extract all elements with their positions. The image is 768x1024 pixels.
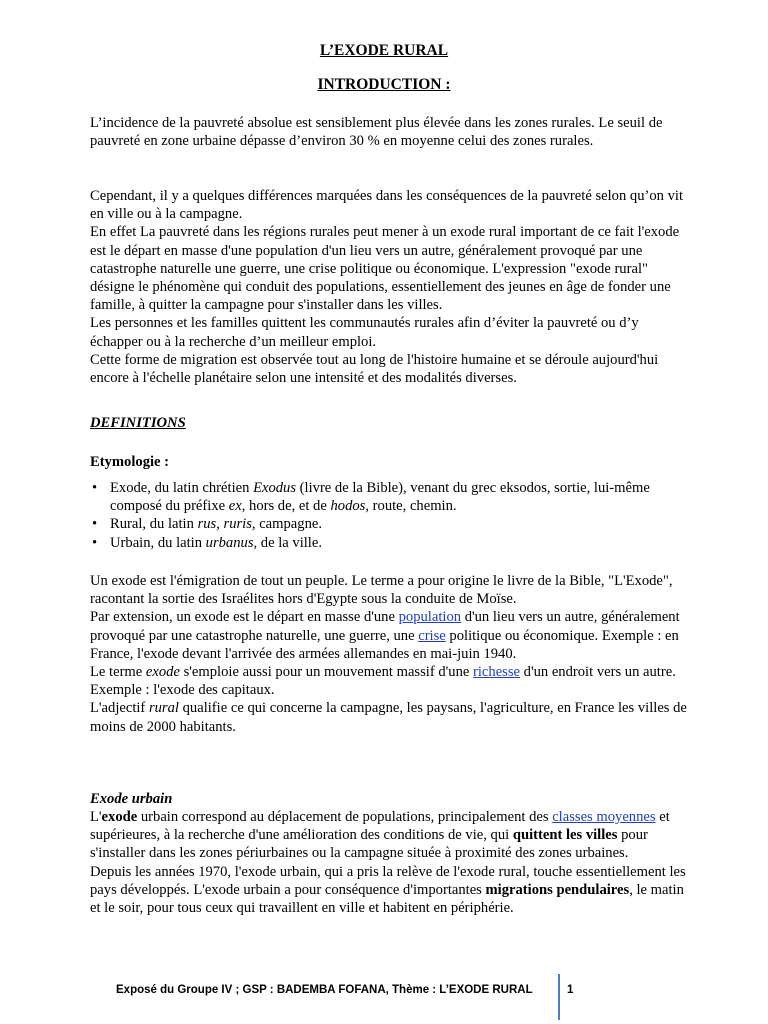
text-run: politique ou économique. Exemple : en France, l'exode devant l'arrivée des armées allemandes en mai-juin 1940. [90, 627, 679, 662]
text-run: (livre de la Bible), venant du grec eksodos, sortie, lui-même composé du préfixe [110, 480, 650, 515]
definition-paragraph-4 [90, 699, 690, 735]
text-run-bold: quittent les villes [512, 827, 618, 844]
text-run: , hors de, et de [241, 498, 331, 515]
intro-paragraph-4: Les personnes et les familles quittent les communautés rurales afin d’éviter la pauvreté ou d’y échapper ou à la recherche d’un meilleur emploi. [90, 315, 639, 350]
page-number: 1 [567, 984, 574, 996]
text-run: urbain correspond au déplacement de populations, principalement des [137, 809, 553, 825]
definition-paragraph-2 [90, 608, 690, 663]
definition-paragraph-1: Un exode est l'émigration de tout un peuple. Le terme a pour origine le livre de la Bible, "L'Exode", racontant la sortie des Israélites hors d'Egypte sous la conduite de Moïse. [90, 573, 673, 608]
footer-text: Exposé du Groupe IV ; GSP : BADEMBA FOFANA, Thème : L’EXODE RURAL [116, 984, 533, 996]
list-item [90, 479, 690, 515]
urbain-paragraph-1 [90, 808, 690, 863]
text-run: , route, chemin. [365, 498, 457, 515]
definitions-section [90, 572, 690, 736]
text-run: L' [90, 809, 102, 825]
text-run: , campagne. [251, 516, 323, 533]
richesse-link[interactable]: richesse [473, 664, 521, 681]
text-run: Par extension, un exode est le départ en masse d'une [90, 609, 399, 626]
text-run-italic: rus, ruris [197, 516, 252, 533]
page-footer [0, 978, 768, 1018]
text-run-italic: hodos [330, 498, 366, 515]
text-run: et supérieures, à la recherche d'une amélioration des conditions de vie, qui [90, 809, 670, 844]
footer-divider [558, 974, 560, 1020]
text-run-italic: exode [145, 664, 180, 681]
urbain-paragraph-2 [90, 863, 690, 918]
list-item [90, 515, 690, 533]
text-run-bold: migrations pendulaires [485, 881, 630, 898]
text-run: Urbain, du latin [110, 534, 206, 551]
intro-section [90, 114, 690, 150]
text-run-bold: exode [101, 809, 138, 825]
etymology-heading: Etymologie : [90, 454, 170, 470]
bullet-icon: • [92, 480, 98, 496]
population-link[interactable]: population [398, 609, 462, 626]
crise-link[interactable]: crise [418, 627, 446, 644]
text-run: pour s'installer dans les zones périurbaines ou la campagne située à proximité des zones urbaines. [90, 827, 648, 862]
bullet-icon: • [92, 516, 98, 533]
etymology-list [90, 479, 690, 552]
text-run: s'emploie aussi pour un mouvement massif d'une [179, 664, 473, 681]
text-run: Exode, du latin chrétien [110, 480, 254, 496]
definitions-heading: DEFINITIONS [90, 415, 186, 431]
bullet-icon: • [92, 534, 98, 551]
exode-urbain-section [90, 808, 690, 917]
intro-paragraph-1: L’incidence de la pauvreté absolue est sensiblement plus élevée dans les zones rurales. Le seuil de pauvreté en zone urbaine dépasse d’environ 30 % en moyenne celui des zones rurales. [90, 115, 663, 150]
document-title: L’EXODE RURAL [319, 42, 449, 59]
text-run: qualifie ce qui concerne la campagne, les paysans, l'agriculture, en France les villes de moins de 2000 habitants. [90, 700, 687, 735]
classes-moyennes-link[interactable]: classes moyennes [552, 809, 656, 825]
text-run: Rural, du latin [110, 516, 198, 533]
text-run: , de la ville. [253, 534, 322, 551]
text-run-italic: Exodus [253, 480, 297, 496]
introduction-heading: INTRODUCTION : [317, 76, 451, 93]
intro-paragraph-2: Cependant, il y a quelques différences marquées dans les conséquences de la pauvreté selon qu’on vit en ville ou à la campagne. [90, 188, 684, 223]
text-run: Le terme [90, 664, 146, 681]
text-run-italic: ex [228, 498, 242, 515]
definition-paragraph-3 [90, 663, 690, 699]
text-run: d'un endroit vers un autre. Exemple : l'exode des capitaux. [90, 664, 676, 699]
list-item [90, 534, 690, 552]
text-run: L'adjectif [90, 700, 149, 717]
text-run: , le matin et le soir, pour tous ceux qui travaillent en ville et habitent en périphérie. [90, 881, 684, 917]
intro-paragraph-3: En effet La pauvreté dans les régions rurales peut mener à un exode rural important de ce fait l'exode est le départ en masse d'une population d'un lieu vers un autre, généralement provoqué par une catastrophe naturelle une guerre, une crise politique ou économique. L'expression "exode rural" désigne le phénomène qui conduit des populations, essentiellement des jeunes en âge de fonder une famille, à quitter la campagne pour s'installer dans les villes. [90, 224, 680, 314]
intro-section-2 [90, 187, 690, 387]
exode-urbain-heading: Exode urbain [90, 791, 173, 807]
text-run: Depuis les années 1970, l'exode urbain, qui a pris la relève de l'exode rural, touche essentiellement les pays développés. L'exode urbain a pour conséquence d'importantes [90, 863, 686, 898]
text-run-italic: urbanus [205, 534, 254, 551]
text-run: d'un lieu vers un autre, généralement provoqué par une catastrophe naturelle, une guerre, une [90, 609, 680, 644]
intro-paragraph-5: Cette forme de migration est observée tout au long de l'histoire humaine et se déroule aujourd'hui encore à l'échelle planétaire selon une intensité et des modalités diverses. [90, 351, 659, 387]
text-run-italic: rural [148, 700, 179, 717]
